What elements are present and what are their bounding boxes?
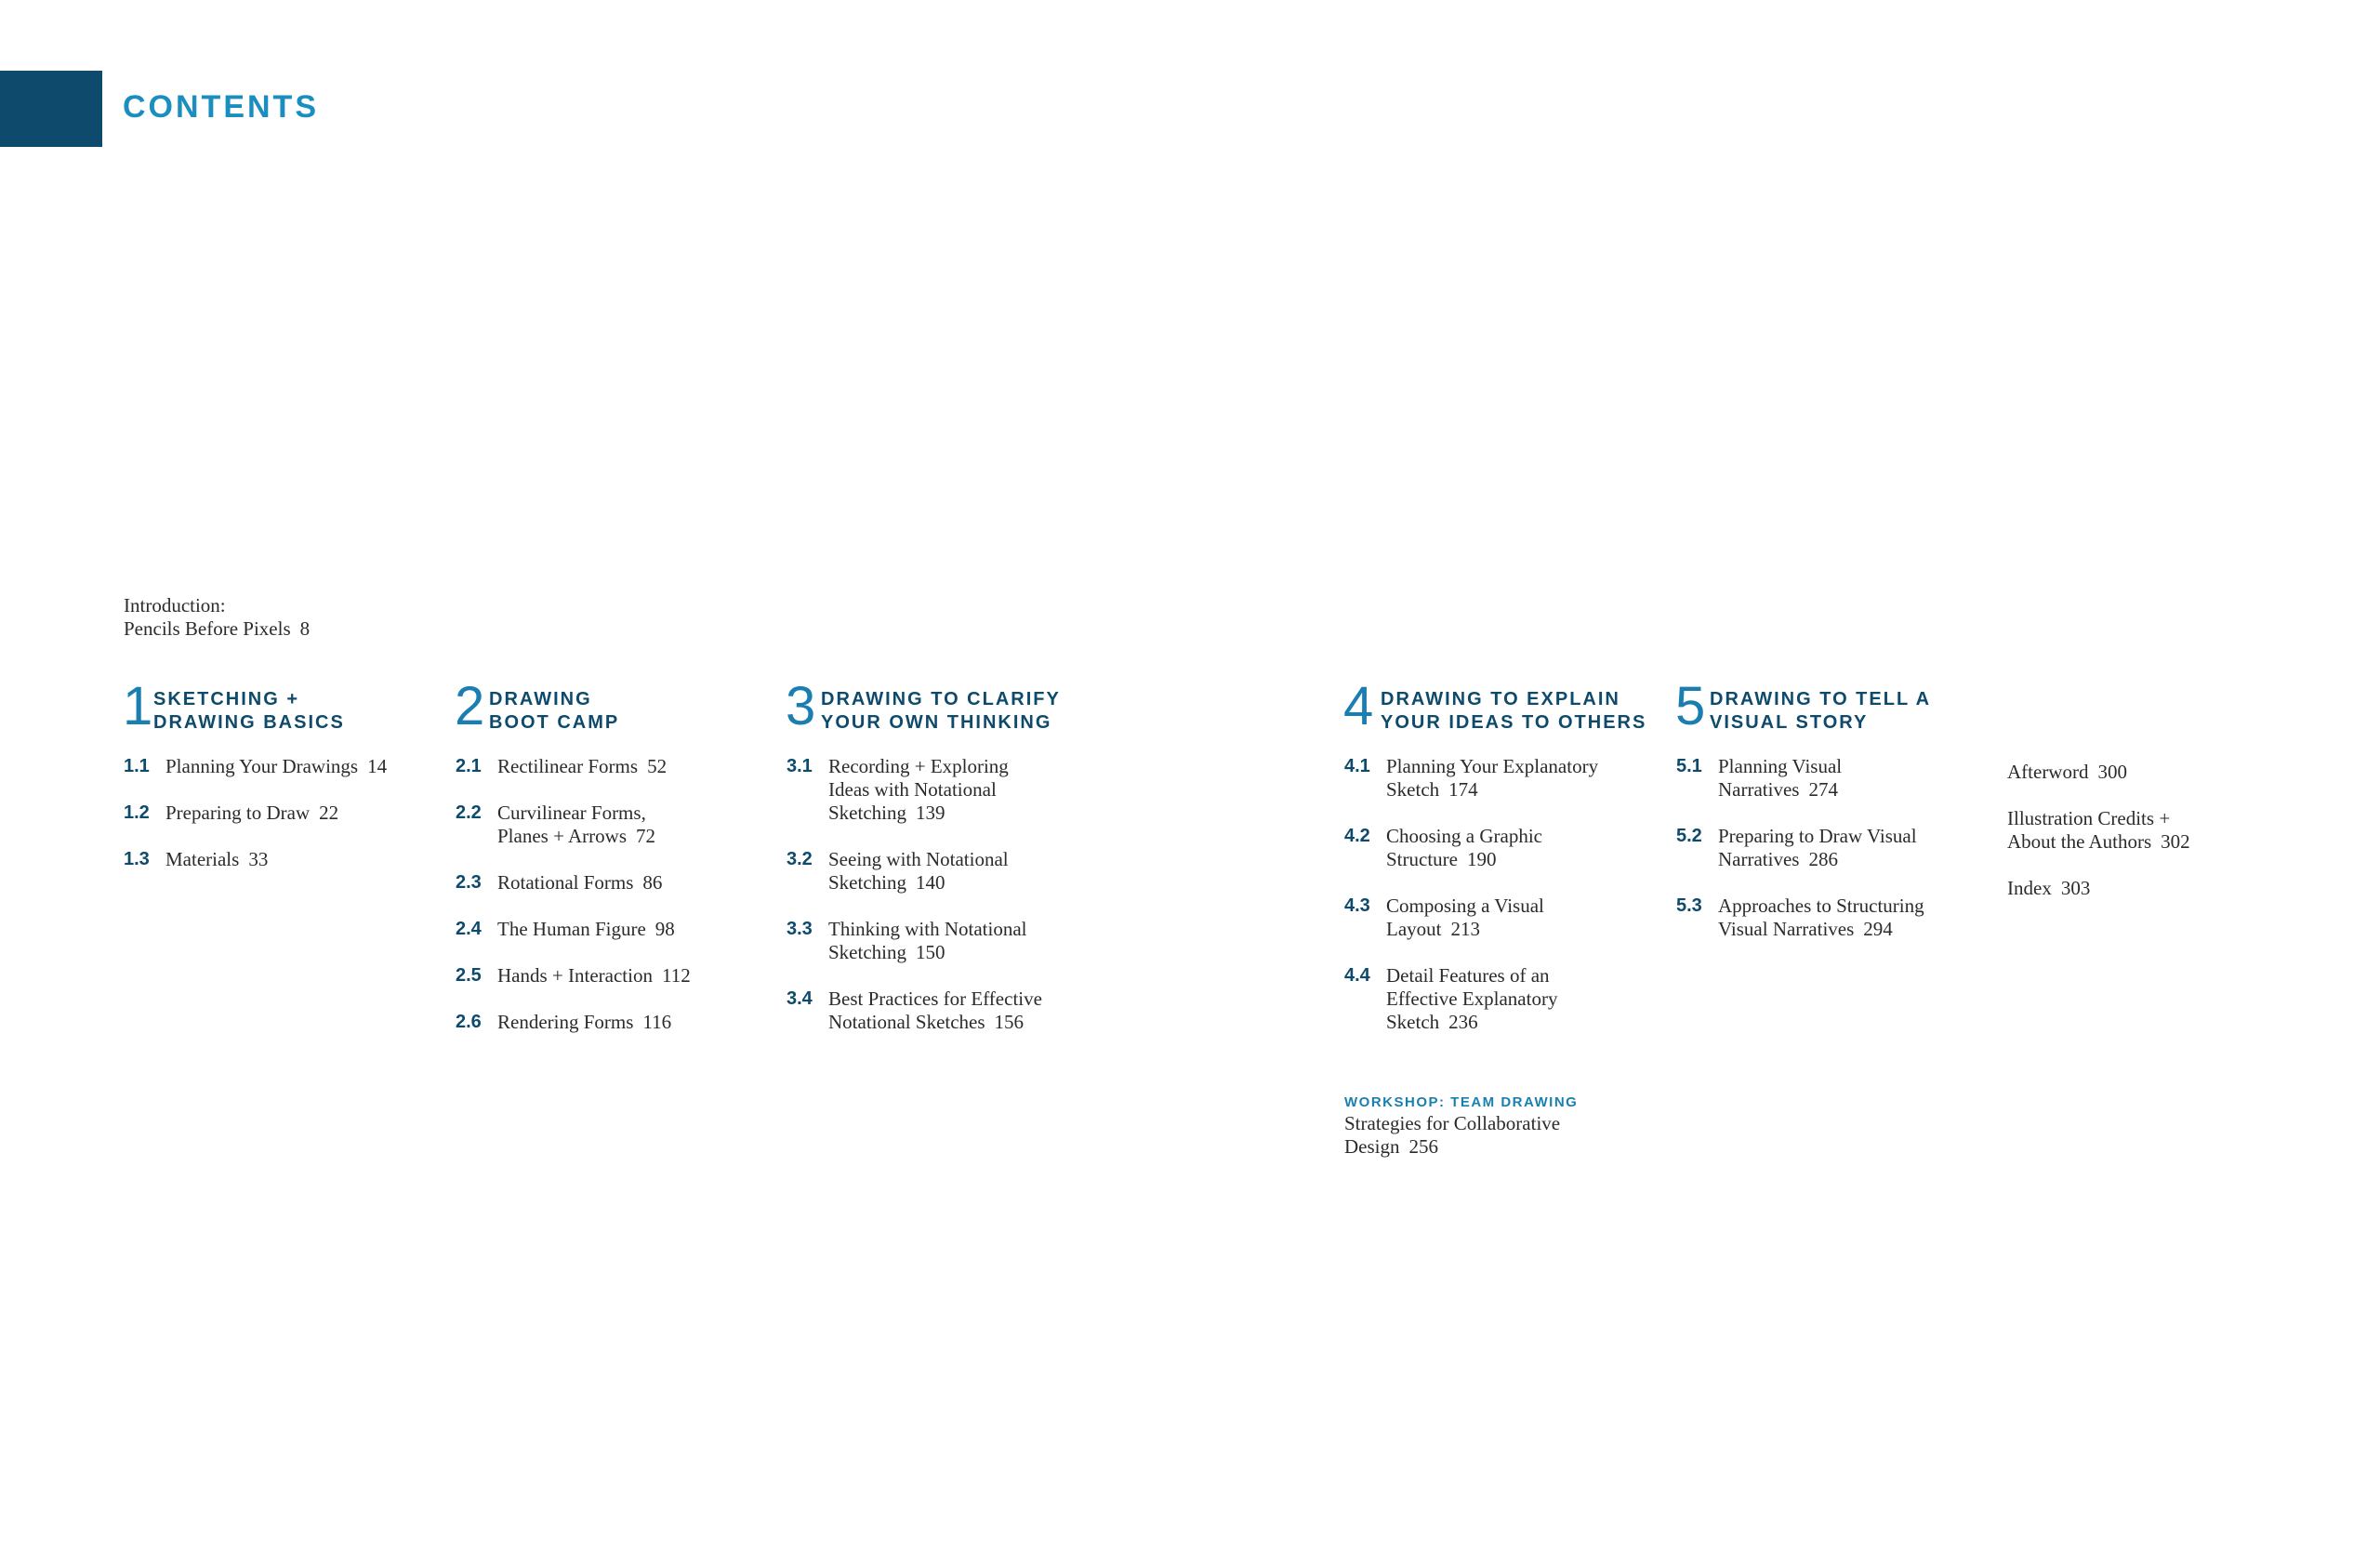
page-number: 112 bbox=[661, 964, 691, 987]
toc-entry[interactable] bbox=[1676, 755, 1924, 802]
page-number: 302 bbox=[2161, 830, 2190, 853]
page-number: 140 bbox=[916, 871, 945, 894]
section-title: Sketching bbox=[828, 802, 906, 824]
section-title: Effective Explanatory bbox=[1386, 987, 1558, 1010]
section-number: 4.2 bbox=[1344, 826, 1370, 846]
section-title: Detail Features of an bbox=[1386, 964, 1550, 987]
back-matter-title: Afterword bbox=[2007, 761, 2089, 783]
page-number: 286 bbox=[1808, 848, 1838, 870]
section-title: Visual Narratives bbox=[1718, 918, 1855, 940]
chapter-number: 5 bbox=[1675, 676, 1706, 736]
toc-entry[interactable] bbox=[787, 755, 1042, 825]
section-number: 4.1 bbox=[1344, 756, 1370, 776]
section-number: 5.2 bbox=[1676, 826, 1702, 846]
toc-entry[interactable] bbox=[456, 755, 691, 778]
workshop-title: Strategies for Collaborative bbox=[1344, 1112, 1561, 1134]
section-title: The Human Figure bbox=[497, 918, 646, 940]
toc-entry[interactable] bbox=[787, 987, 1042, 1034]
header-color-block bbox=[0, 71, 102, 147]
section-title: Planning Visual bbox=[1718, 755, 1843, 777]
toc-entry[interactable] bbox=[1344, 895, 1598, 941]
section-number: 4.4 bbox=[1344, 965, 1370, 986]
section-number: 2.6 bbox=[456, 1012, 482, 1032]
section-title: Sketch bbox=[1386, 778, 1440, 801]
page-number: 139 bbox=[916, 802, 945, 824]
section-number: 2.5 bbox=[456, 965, 482, 986]
page-number: 72 bbox=[636, 825, 656, 847]
toc-entry[interactable] bbox=[1344, 964, 1598, 1034]
section-title: Narratives bbox=[1718, 778, 1800, 801]
page-number: 303 bbox=[2060, 877, 2091, 899]
section-title: Approaches to Structuring bbox=[1718, 895, 1924, 917]
back-matter-title: Illustration Credits + bbox=[2007, 807, 2171, 829]
page-number: 22 bbox=[319, 802, 339, 824]
section-title: Materials bbox=[165, 848, 240, 870]
section-title: Rectilinear Forms bbox=[497, 755, 639, 777]
section-title: Seeing with Notational bbox=[828, 848, 1009, 870]
toc-entry[interactable] bbox=[456, 871, 691, 895]
toc-entry[interactable] bbox=[456, 918, 691, 941]
intro-title: Pencils Before Pixels bbox=[124, 617, 291, 640]
section-number: 2.2 bbox=[456, 802, 482, 823]
toc-entry[interactable] bbox=[787, 918, 1042, 964]
page-number: 150 bbox=[916, 941, 945, 963]
section-number: 1.3 bbox=[124, 849, 150, 869]
section-title: Hands + Interaction bbox=[497, 964, 653, 987]
toc-entry[interactable] bbox=[456, 964, 691, 987]
page-number: 236 bbox=[1448, 1011, 1478, 1033]
section-number: 1.2 bbox=[124, 802, 150, 823]
chapter-title: DRAWING BOOT CAMP bbox=[489, 689, 620, 733]
page-number: 294 bbox=[1863, 918, 1893, 940]
page-number: 256 bbox=[1408, 1135, 1438, 1158]
section-number: 5.3 bbox=[1676, 895, 1702, 916]
chapter-number: 2 bbox=[455, 676, 485, 736]
page-number: 14 bbox=[367, 755, 388, 777]
page-number: 300 bbox=[2097, 761, 2127, 783]
section-number: 1.1 bbox=[124, 756, 150, 776]
back-matter bbox=[2007, 761, 2190, 923]
section-title: Thinking with Notational bbox=[828, 918, 1027, 940]
section-title: Layout bbox=[1386, 918, 1442, 940]
section-number: 4.3 bbox=[1344, 895, 1370, 916]
page-number: 98 bbox=[654, 918, 675, 940]
chapter-title: SKETCHING + DRAWING BASICS bbox=[153, 689, 345, 733]
back-matter-title: About the Authors bbox=[2007, 830, 2152, 853]
page-number: 190 bbox=[1466, 848, 1497, 870]
page-number: 116 bbox=[642, 1011, 672, 1033]
chapter-number: 3 bbox=[786, 676, 816, 736]
section-number: 5.1 bbox=[1676, 756, 1702, 776]
section-title: Rendering Forms bbox=[497, 1011, 634, 1033]
page-number: 8 bbox=[299, 617, 311, 640]
section-title: Composing a Visual bbox=[1386, 895, 1544, 917]
toc-entry[interactable] bbox=[1344, 755, 1598, 802]
toc-entry-index[interactable] bbox=[2007, 877, 2190, 900]
toc-entry[interactable] bbox=[787, 848, 1042, 895]
page-number: 33 bbox=[248, 848, 269, 870]
section-title: Best Practices for Effective bbox=[828, 987, 1042, 1010]
chapter-number: 4 bbox=[1343, 676, 1374, 736]
toc-entry-credits[interactable] bbox=[2007, 807, 2190, 854]
section-title: Preparing to Draw Visual bbox=[1718, 825, 1917, 847]
section-title: Structure bbox=[1386, 848, 1458, 870]
section-number: 3.4 bbox=[787, 988, 813, 1009]
toc-entry[interactable] bbox=[1676, 895, 1924, 941]
toc-entry[interactable] bbox=[124, 802, 387, 825]
page-title: CONTENTS bbox=[123, 89, 319, 125]
section-title: Curvilinear Forms, bbox=[497, 802, 646, 824]
page-number: 156 bbox=[994, 1011, 1025, 1033]
intro-label: Introduction: bbox=[124, 594, 226, 616]
chapter-title: DRAWING TO TELL A VISUAL STORY bbox=[1710, 689, 1932, 733]
section-title: Recording + Exploring bbox=[828, 755, 1009, 777]
page-number: 174 bbox=[1448, 778, 1478, 801]
toc-entry[interactable] bbox=[124, 848, 387, 871]
toc-entry[interactable] bbox=[456, 802, 691, 848]
section-title: Choosing a Graphic bbox=[1386, 825, 1542, 847]
section-title: Sketching bbox=[828, 871, 906, 894]
section-number: 2.4 bbox=[456, 919, 482, 939]
workshop-entry[interactable] bbox=[1344, 1094, 1578, 1159]
workshop-title: Design bbox=[1344, 1135, 1400, 1158]
workshop-label: WORKSHOP: TEAM DRAWING bbox=[1344, 1094, 1579, 1110]
intro-entry[interactable] bbox=[124, 594, 310, 641]
section-title: Rotational Forms bbox=[497, 871, 634, 894]
section-title: Preparing to Draw bbox=[165, 802, 311, 824]
section-title: Planning Your Explanatory bbox=[1386, 755, 1599, 777]
section-number: 3.3 bbox=[787, 919, 813, 939]
section-number: 3.2 bbox=[787, 849, 813, 869]
section-number: 2.3 bbox=[456, 872, 482, 893]
section-title: Sketch bbox=[1386, 1011, 1440, 1033]
back-matter-title: Index bbox=[2007, 877, 2052, 899]
toc-entry[interactable] bbox=[456, 1011, 691, 1034]
section-number: 3.1 bbox=[787, 756, 813, 776]
section-title: Narratives bbox=[1718, 848, 1800, 870]
toc-entry[interactable] bbox=[124, 755, 387, 778]
section-title: Planes + Arrows bbox=[497, 825, 628, 847]
toc-entry[interactable] bbox=[1344, 825, 1598, 871]
chapter-number: 1 bbox=[123, 676, 153, 736]
section-number: 2.1 bbox=[456, 756, 482, 776]
page-number: 274 bbox=[1808, 778, 1838, 801]
toc-entry[interactable] bbox=[1676, 825, 1924, 871]
page-number: 213 bbox=[1450, 918, 1480, 940]
section-title: Sketching bbox=[828, 941, 906, 963]
toc-entry-afterword[interactable] bbox=[2007, 761, 2190, 784]
page-number: 86 bbox=[642, 871, 663, 894]
chapter-title: DRAWING TO EXPLAIN YOUR IDEAS TO OTHERS bbox=[1381, 689, 1647, 733]
page-number: 52 bbox=[647, 755, 668, 777]
section-title: Planning Your Drawings bbox=[165, 755, 359, 777]
section-title: Notational Sketches bbox=[828, 1011, 985, 1033]
section-title: Ideas with Notational bbox=[828, 778, 997, 801]
chapter-title: DRAWING TO CLARIFY YOUR OWN THINKING bbox=[821, 689, 1061, 733]
